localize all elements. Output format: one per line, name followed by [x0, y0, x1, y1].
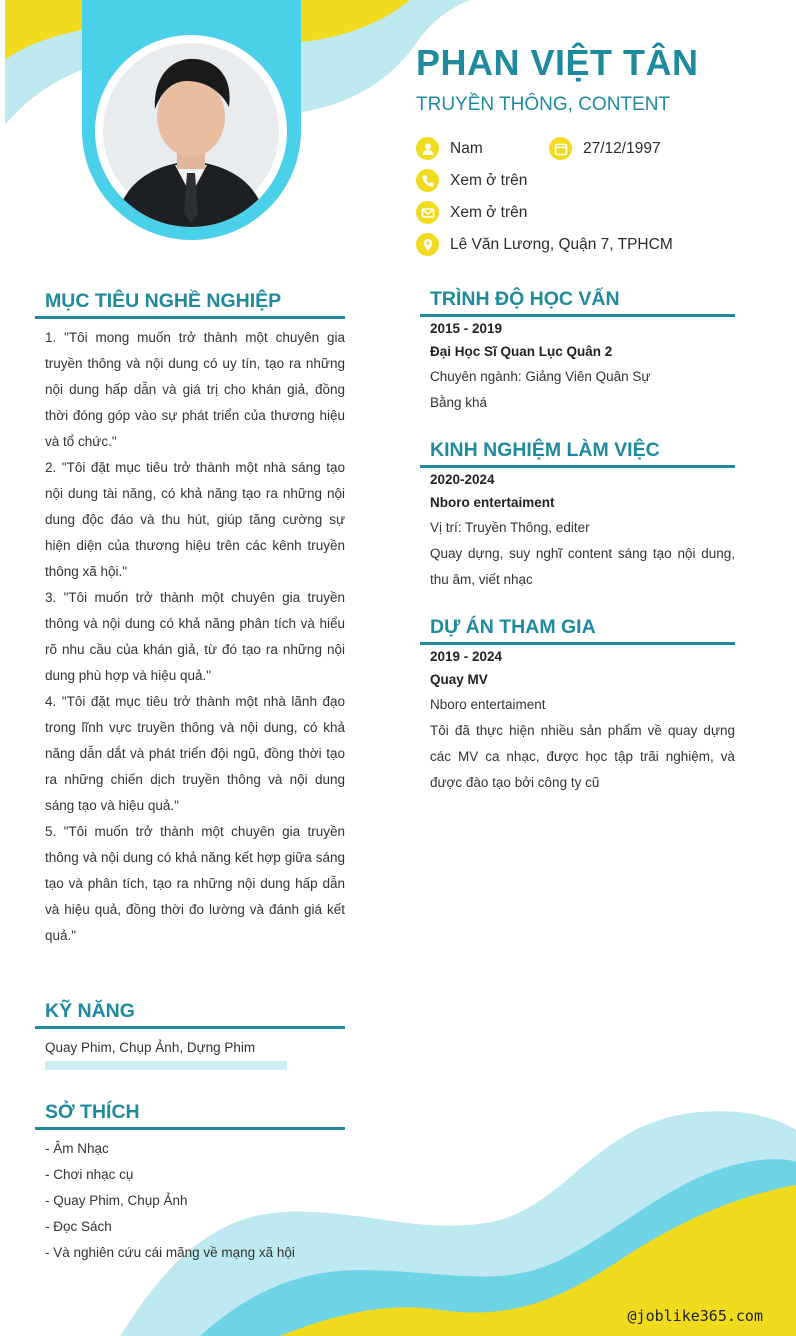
birthday-row [549, 137, 661, 160]
email-row [416, 201, 527, 224]
gender-row [416, 137, 483, 160]
candidate-name: PHAN VIỆT TÂN [416, 42, 699, 83]
education-title: TRÌNH ĐỘ HỌC VẤN [430, 288, 620, 310]
hobby-item: - Và nghiên cứu cái mãng về mạng xã hội [45, 1245, 295, 1260]
skills-title: KỸ NĂNG [45, 1000, 135, 1022]
experience-title: KINH NGHIỆM LÀM VIỆC [430, 439, 660, 461]
birthday-value: 27/12/1997 [583, 139, 661, 157]
location-icon [416, 233, 439, 256]
project-company: Nboro entertaiment [430, 697, 546, 712]
objective-item: 4. "Tôi đặt mục tiêu trở thành một nhà lãnh đạo trong lĩnh vực truyền thông và nội dung, có khả năng dẫn dắt và phát triển đội ngũ, đồng thời tạo ra những chiến dịch truyền thông và nội dung sáng tạo và hiệu quả." [45, 694, 345, 813]
address-row [416, 233, 673, 256]
mail-icon [416, 201, 439, 224]
email-value: Xem ở trên [450, 203, 528, 221]
user-icon [416, 137, 439, 160]
objective-item: 2. "Tôi đặt mục tiêu trở thành một nhà sáng tạo nội dung tài năng, có khả năng tạo ra những nội dung độc đáo và thu hút, giúp tăng cường sự hiện diện của thương hiệu trên các kênh truyền thông xã hội." [45, 460, 345, 579]
phone-icon [416, 169, 439, 192]
project-description: Tôi đã thực hiện nhiều sản phẩm về quay dựng các MV ca nhạc, được học tập trãi nghiệm, và được đào tạo bởi công ty cũ [430, 723, 735, 790]
skill-level-bar [45, 1061, 287, 1070]
objective-title: MỤC TIÊU NGHỀ NGHIỆP [45, 290, 282, 312]
phone-row [416, 169, 527, 192]
address-value: Lê Văn Lương, Quận 7, TPHCM [450, 235, 673, 253]
project-period: 2019 - 2024 [430, 649, 503, 664]
skills-text: Quay Phim, Chụp Ảnh, Dựng Phim [45, 1040, 256, 1055]
hobbies-divider [35, 1127, 345, 1130]
experience-description: Quay dựng, suy nghĩ content sáng tạo nội dung, thu âm, viết nhạc [430, 546, 735, 587]
hobby-item: - Đọc Sách [45, 1219, 112, 1234]
objective-divider [35, 316, 345, 319]
profile-photo [95, 35, 287, 227]
experience-company: Nboro entertaiment [430, 495, 555, 510]
objective-list [45, 325, 345, 949]
hobby-item: - Chơi nhạc cụ [45, 1167, 134, 1182]
objective-item: 3. "Tôi muốn trở thành một chuyên gia truyền thông và nội dung có khả năng phân tích và hiểu rõ nhu cầu của khán giả, từ đó tạo ra những nội dung phù hợp và hiệu quả." [45, 590, 345, 683]
education-grade: Bằng khá [430, 395, 488, 410]
experience-period: 2020-2024 [430, 472, 495, 487]
phone-value: Xem ở trên [450, 171, 528, 189]
hobby-item: - Âm Nhạc [45, 1141, 109, 1156]
education-major: Chuyên ngành: Giảng Viên Quân Sự [430, 369, 651, 384]
candidate-role: TRUYỀN THÔNG, CONTENT [416, 94, 671, 115]
objective-item: 1. "Tôi mong muốn trở thành một chuyên gia truyền thông và nội dung có uy tín, tạo ra những nội dung hấp dẫn và giá trị cho khán giả, đồng thời đóng góp vào sự phát triển của thương hiệu và tổ chức." [45, 330, 345, 449]
calendar-icon [549, 137, 572, 160]
footer-watermark: @joblike365.com [627, 1307, 763, 1325]
education-period: 2015 - 2019 [430, 321, 503, 336]
hobbies-list [45, 1136, 295, 1266]
experience-position: Vị trí: Truyền Thông, editer [430, 520, 590, 535]
hobby-item: - Quay Phim, Chụp Ảnh [45, 1193, 188, 1208]
education-school: Đại Học Sĩ Quan Lục Quân 2 [430, 344, 613, 359]
skills-divider [35, 1026, 345, 1029]
objective-item: 5. "Tôi muốn trở thành một chuyên gia truyền thông và nội dung có khả năng kết hợp giữa sáng tạo và phân tích, tạo ra những nội dung hấp dẫn và hiệu quả, đồng thời đo lường và đánh giá kết quả." [45, 824, 345, 943]
project-name: Quay MV [430, 672, 488, 687]
projects-title: DỰ ÁN THAM GIA [430, 616, 596, 638]
gender-value: Nam [450, 139, 483, 157]
hobbies-title: SỞ THÍCH [45, 1101, 140, 1123]
